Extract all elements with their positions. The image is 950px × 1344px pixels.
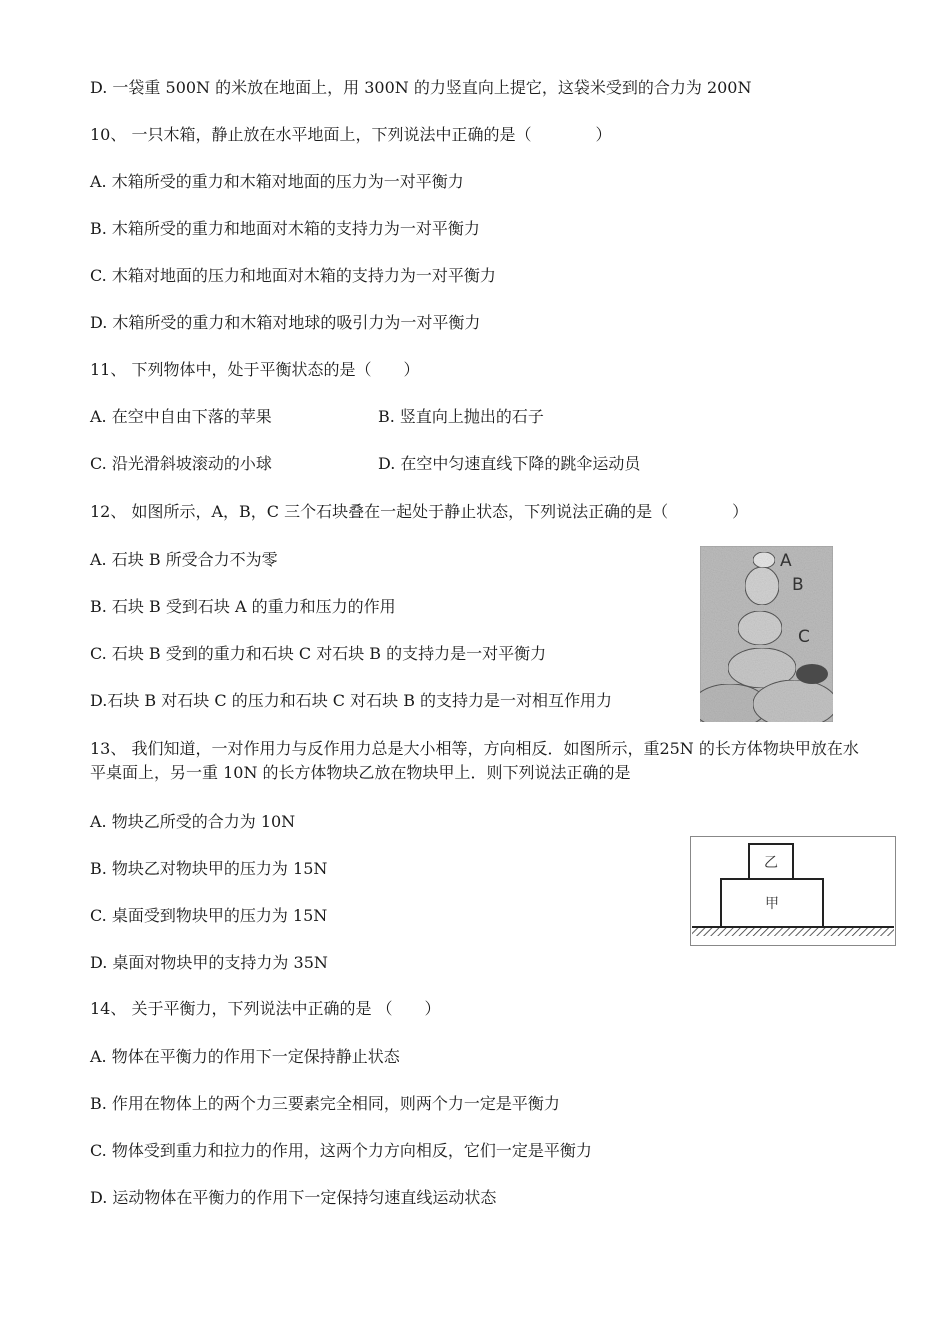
q10-option-d: D. 木箱所受的重力和木箱对地球的吸引力为一对平衡力: [90, 313, 481, 332]
q13-option-c: C. 桌面受到物块甲的压力为 15N: [90, 906, 328, 925]
q13-option-d: D. 桌面对物块甲的支持力为 35N: [90, 953, 328, 972]
q11-stem: 11、 下列物体中，处于平衡状态的是（ ）: [90, 360, 420, 379]
q13-option-b: B. 物块乙对物块甲的压力为 15N: [90, 859, 328, 878]
q11-option-c: C. 沿光滑斜坡滚动的小球: [90, 454, 272, 473]
q12-option-b: B. 石块 B 受到石块 A 的重力和压力的作用: [90, 597, 396, 616]
q12-option-a: A. 石块 B 所受合力不为零: [90, 550, 278, 569]
q10-option-c: C. 木箱对地面的压力和地面对木箱的支持力为一对平衡力: [90, 266, 496, 285]
q9-option-d: D. 一袋重 500N 的米放在地面上，用 300N 的力竖直向上提它，这袋米受到的合力为 200N: [90, 78, 752, 97]
rock-a: [753, 552, 775, 568]
q12-option-d: D.石块 B 对石块 C 的压力和石块 C 对石块 B 的支持力是一对相互作用力: [90, 691, 613, 710]
rock-b: [745, 567, 779, 605]
q14-stem: 14、 关于平衡力，下列说法中正确的是 （ ）: [90, 999, 441, 1018]
q10-option-b: B. 木箱所受的重力和地面对木箱的支持力为一对平衡力: [90, 219, 480, 238]
q10-option-a: A. 木箱所受的重力和木箱对地面的压力为一对平衡力: [90, 172, 464, 191]
rock-middle: [738, 611, 782, 645]
block-jia-label: 甲: [765, 896, 779, 912]
q13-option-a: A. 物块乙所受的合力为 10N: [90, 812, 296, 831]
q14-option-b: B. 作用在物体上的两个力三要素完全相同，则两个力一定是平衡力: [90, 1094, 560, 1113]
table-hatching: [692, 928, 894, 936]
q12-option-c: C. 石块 B 受到的重力和石块 C 对石块 B 的支持力是一对平衡力: [90, 644, 547, 663]
q11-option-b: B. 竖直向上抛出的石子: [378, 407, 544, 426]
q10-stem: 10、 一只木箱，静止放在水平地面上，下列说法中正确的是（ ）: [90, 125, 612, 144]
label-c: C: [798, 627, 810, 647]
label-b: B: [792, 575, 804, 595]
stacked-rocks-figure: [700, 546, 833, 722]
block-yi-label: 乙: [764, 855, 778, 871]
q14-option-c: C. 物体受到重力和拉力的作用，这两个力方向相反，它们一定是平衡力: [90, 1141, 592, 1160]
rock-shadow: [796, 664, 828, 684]
q14-option-a: A. 物体在平衡力的作用下一定保持静止状态: [90, 1047, 400, 1066]
q14-option-d: D. 运动物体在平衡力的作用下一定保持匀速直线运动状态: [90, 1188, 497, 1207]
label-a: A: [780, 551, 792, 571]
q13-stem: 13、 我们知道，一对作用力与反作用力总是大小相等，方向相反．如图所示，重25N 的长方体物块甲放在水平桌面上，另一重 10N 的长方体物块乙放在物块甲上．则下列说法正确的是: [90, 739, 859, 782]
q11-option-d: D. 在空中匀速直线下降的跳伞运动员: [378, 454, 641, 473]
q11-option-a: A. 在空中自由下落的苹果: [90, 407, 272, 426]
stacked-blocks-figure: [690, 836, 896, 946]
q12-stem: 12、 如图所示，A，B，C 三个石块叠在一起处于静止状态，下列说法正确的是（ ）: [90, 502, 749, 521]
